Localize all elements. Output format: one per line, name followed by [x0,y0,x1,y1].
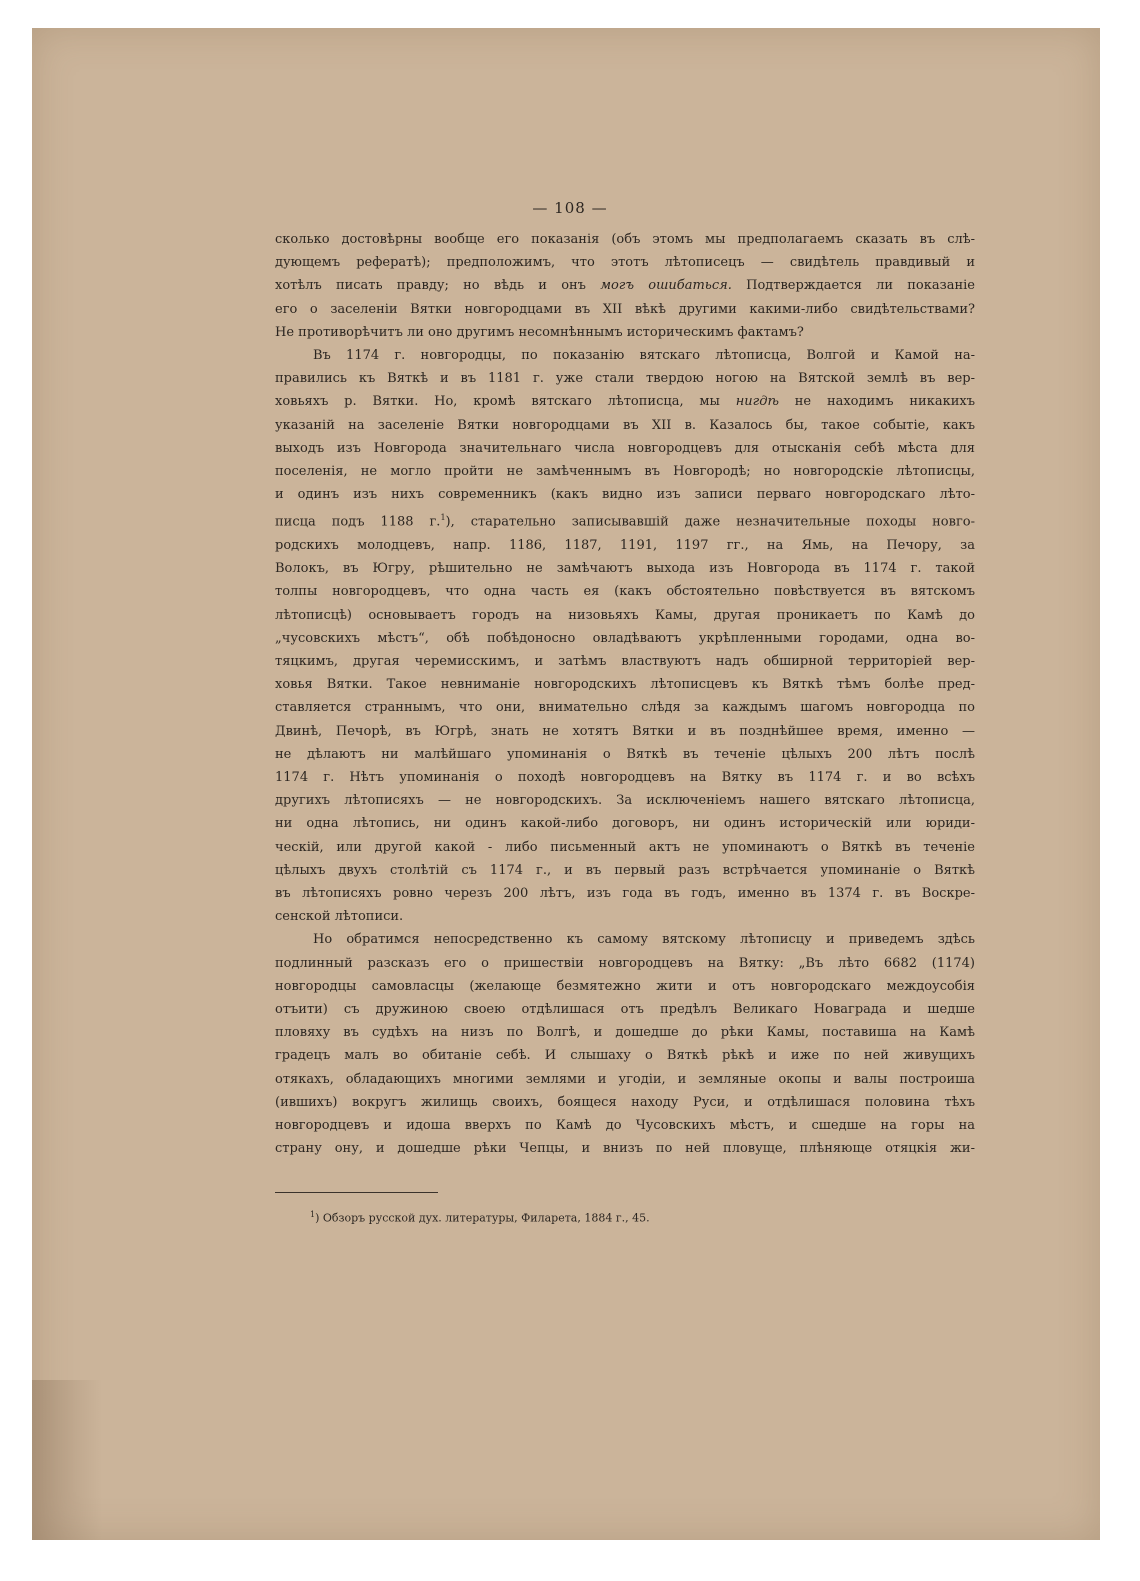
line-text: ховья Вятки. Такое невниманіе новгородскихъ лѣтописцевъ къ Вяткѣ тѣмъ болѣе пред- [275,677,975,693]
line-text: писца подъ 1188 г. [275,514,441,530]
page-number: — 108 — [532,199,608,217]
line-text: лѣтописцѣ) основываетъ городъ на низовьяхъ Камы, другая проникаетъ по Камѣ до [275,607,975,623]
line-text: его о заселеніи Вятки новгородцами въ XII вѣкѣ другими какими-либо свидѣтельствами? [275,301,975,317]
text-line [275,743,975,766]
line-text: указаній на заселеніе Вятки новгородцами въ XII в. Казалось бы, такое событіе, какъ [275,417,975,433]
line-text: родскихъ молодцевъ, напр. 1186, 1187, 1191, 1197 гг., на Ямь, на Печору, за [275,537,975,553]
text-line [275,720,975,743]
text-line [275,437,975,460]
line-text: отякахъ, обладающихъ многими землями и угодіи, и земляные окопы и валы построиша [275,1071,975,1087]
line-text: хотѣлъ писать правду; но вѣдь и онъ [275,278,601,294]
text-line [275,998,975,1021]
text-line [275,789,975,812]
line-text: въ лѣтописяхъ ровно черезъ 200 лѣтъ, изъ года въ годъ, именно въ 1374 г. въ Воскре- [275,886,975,902]
line-text: дующемъ рефератѣ); предположимъ, что этотъ лѣтописецъ — свидѣтель правдивый и [275,255,975,271]
line-text: ческій, или другой какой - либо письменный актъ не упоминаютъ о Вяткѣ въ теченіе [275,839,975,855]
text-line [275,321,975,344]
body-text [275,228,975,1160]
line-text: Волокъ, въ Югру, рѣшительно не замѣчаютъ выхода изъ Новгорода въ 1174 г. такой [275,561,975,577]
text-line [275,836,975,859]
line-text: (ившихъ) вокругъ жилищь своихъ, боящеся находу Руси, и отдѣлишася половина тѣхъ [275,1094,975,1110]
line-text: Подтверждается ли показаніе [731,278,975,294]
line-text: 1174 г. Нѣтъ упоминанія о походѣ новгородцевъ на Вятку въ 1174 г. и во всѣхъ [275,770,975,785]
text-line [275,506,975,534]
line-text: цѣлыхъ двухъ столѣтій съ 1174 г., и въ первый разъ встрѣчается упоминаніе о Вяткѣ [275,862,975,878]
line-text: ), старательно записывавшій даже незначительные походы новго- [445,514,975,530]
line-text: не дѣлаютъ ни малѣйшаго упоминанія о Вяткѣ въ теченіе цѣлыхъ 200 лѣтъ послѣ [275,746,975,762]
text-line [275,367,975,390]
text-line [275,952,975,975]
text-line [275,975,975,998]
line-text: сколько достовѣрны вообще его показанія (объ этомъ мы предполагаемъ сказать въ слѣ- [275,232,975,247]
text-line [275,696,975,719]
text-line [275,905,975,928]
line-text: сенской лѣтописи. [275,909,404,925]
text-line [275,344,975,367]
text-line [275,274,975,297]
text-line [275,534,975,557]
footnote-text: ) Обзоръ русской дух. литературы, Филарета, 1884 г., 45. [315,1211,650,1225]
text-line [275,627,975,650]
text-line [275,859,975,882]
footnote [310,1210,650,1225]
line-text: ставляется страннымъ, что они, внимательно слѣдя за каждымъ шагомъ новгородца по [275,700,975,716]
paper-stain [32,1380,102,1540]
line-text: новгородцы самовласцы (желающе безмятежно жити и отъ новгородскаго междоусобія [275,978,975,994]
text-line [275,580,975,603]
line-text: пловяху въ судѣхъ на низъ по Волгѣ, и дошедше до рѣки Камы, поставиша на Камѣ [275,1025,975,1041]
text-line [275,1114,975,1137]
text-line [275,414,975,437]
line-text: страну ону, и дошедше рѣки Чепцы, и внизъ по ней пловуще, плѣняюще отяцкія жи- [275,1141,975,1157]
line-text: Не противорѣчитъ ли оно другимъ несомнѣннымъ историческимъ фактамъ? [275,324,804,340]
line-text: и одинъ изъ нихъ современникъ (какъ видно изъ записи перваго новгородскаго лѣто- [275,487,975,503]
text-line [275,557,975,580]
line-text: поселенія, не могло пройти не замѣченнымъ въ Новгородѣ; но новгородскіе лѣтописцы, [275,464,975,480]
line-text: ни одна лѣтопись, ни одинъ какой-либо договоръ, ни одинъ историческій или юриди- [275,816,975,832]
line-text: не находимъ никакихъ [778,394,975,410]
text-line [275,604,975,627]
text-line [275,1137,975,1160]
line-text: Двинѣ, Печорѣ, въ Югрѣ, знать не хотятъ Вятки и въ позднѣйшее время, именно — [275,723,975,739]
line-text: толпы новгородцевъ, что одна часть ея (какъ обстоятельно повѣствуется въ вятскомъ [275,584,975,600]
italic-text: могъ ошибаться. [600,278,732,294]
line-text: отъити) съ дружиною своею отдѣлишася отъ предѣлъ Великаго Новаграда и шедше [275,1002,975,1018]
footnote-marker: 1 [310,1210,316,1219]
line-text: подлинный разсказъ его о пришествіи новгородцевъ на Вятку: „Въ лѣто 6682 (1174) [275,955,975,971]
line-text: ховьяхъ р. Вятки. Но, кромѣ вятскаго лѣтописца, мы [275,394,736,410]
text-line [275,460,975,483]
text-line [275,1021,975,1044]
text-line [275,251,975,274]
line-text: градецъ малъ во обитаніе себѣ. И слышаху о Вяткѣ рѣкѣ и иже по ней живущихъ [275,1048,975,1064]
footnote-divider [275,1192,438,1193]
line-text: выходъ изъ Новгорода значительнаго числа новгородцевъ для отысканія себѣ мѣста для [275,440,975,456]
line-text: новгородцевъ и идоша вверхъ по Камѣ до Чусовскихъ мѣстъ, и сшедше на горы на [275,1118,975,1134]
line-text: „чусовскихъ мѣстъ“, обѣ побѣдоносно овладѣваютъ укрѣпленными городами, одна во- [275,630,975,646]
text-line [275,1068,975,1091]
text-line [275,650,975,673]
italic-text: нигдѣ [735,394,779,410]
line-text: Въ 1174 г. новгородцы, по показанію вятскаго лѣтописца, Волгой и Камой на- [313,348,975,364]
text-line [275,390,975,413]
text-line [275,1044,975,1067]
text-line [275,928,975,951]
text-line [275,673,975,696]
text-line [275,298,975,321]
text-line [275,483,975,506]
text-line [275,766,975,789]
footnote-ref: 1 [440,513,446,523]
text-line [275,812,975,835]
line-text: правились къ Вяткѣ и въ 1181 г. уже стали твердою ногою на Вятской землѣ въ вер- [275,371,975,387]
text-line [275,1091,975,1114]
text-line [275,228,975,251]
line-text: другихъ лѣтописяхъ — не новгородскихъ. За исключеніемъ нашего вятскаго лѣтописца, [275,793,975,809]
line-text: тяцкимъ, другая черемисскимъ, и затѣмъ властвуютъ надъ обширной территоріей вер- [275,653,975,669]
line-text: Но обратимся непосредственно къ самому вятскому лѣтописцу и приведемъ здѣсь [313,932,975,948]
text-line [275,882,975,905]
